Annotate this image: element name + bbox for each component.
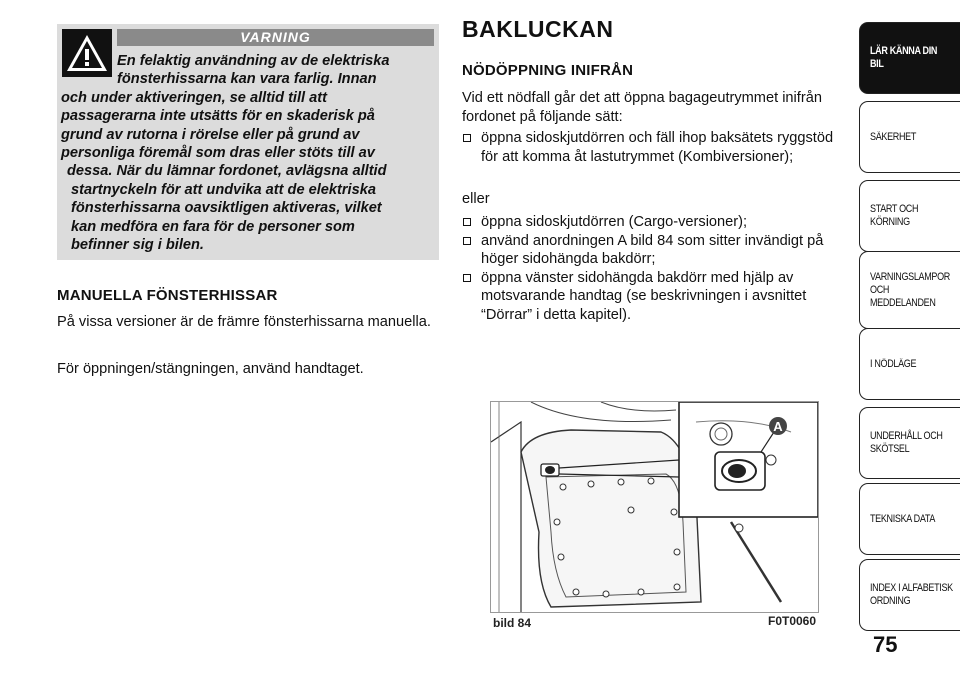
tab-varningslampor[interactable]: VARNINGSLAMPOR OCH MEDDELANDEN (859, 251, 960, 329)
warning-box (57, 24, 439, 260)
bullet-list (462, 213, 844, 324)
warning-text (61, 52, 431, 254)
warning-line: grund av rutorna i rörelse eller på grund av (61, 126, 360, 143)
warning-header: VARNING (117, 29, 434, 46)
warning-line: kan medföra en fara för de personer som (71, 218, 355, 235)
tab-start-och-korning[interactable]: START OCH KÖRNING (859, 180, 960, 252)
list-item: använd anordningen A bild 84 som sitter invändigt på höger sidohängda bakdörr; (462, 232, 844, 269)
door-illustration (491, 402, 818, 612)
paragraph: För öppningen/stängningen, använd handtaget. (57, 361, 364, 377)
paragraph: Vid ett nödfall går det att öppna bagageutrymmet inifrån fordonet på följande sätt: (462, 90, 822, 125)
figure-code: F0T0060 (768, 614, 817, 628)
section-heading-emergency-opening: NÖDÖPPNING INIFRÅN (462, 62, 634, 79)
list-item: öppna vänster sidohängda bakdörr med hjälp av motsvarande handtag (se beskrivningen i avsnittet “Dörrar” i detta kapitel). (462, 269, 844, 325)
tab-index[interactable]: INDEX I ALFABETISK ORDNING (859, 559, 960, 631)
warning-line: En felaktig användning av de elektriska (117, 53, 390, 69)
warning-line: dessa. När du lämnar fordonet, avlägsna alltid (67, 163, 387, 180)
checkbox-bullet-icon (463, 274, 471, 282)
tab-lar-kanna-din-bil[interactable]: LÄR KÄNNA DIN BIL (859, 22, 960, 94)
checkbox-bullet-icon (463, 218, 471, 226)
warning-line: personliga föremål som dras eller stöts till av (61, 145, 375, 162)
figure-caption: bild 84 (493, 616, 532, 630)
warning-line: passagerarna inte utsätts för en skaderisk på (61, 108, 375, 125)
callout-label: A (773, 419, 783, 434)
checkbox-bullet-icon (463, 237, 471, 245)
warning-line: fönsterhissarna oavsiktligen aktiveras, vilket (71, 200, 382, 217)
page-title: BAKLUCKAN (462, 16, 614, 42)
warning-line: och under aktiveringen, se alltid till att (61, 89, 327, 106)
tab-underhall-och-skotsel[interactable]: UNDERHÅLL OCH SKÖTSEL (859, 407, 960, 479)
tab-i-nodlage[interactable]: I NÖDLÄGE (859, 328, 960, 400)
warning-line: befinner sig i bilen. (71, 237, 204, 254)
section-heading-manual-windows: MANUELLA FÖNSTERHISSAR (57, 287, 278, 304)
tab-tekniska-data[interactable]: TEKNISKA DATA (859, 483, 960, 555)
list-item: öppna sidoskjutdörren och fäll ihop baksätets ryggstöd för att komma åt lastutrymmet (Kombiversioner); (462, 129, 844, 166)
bullet-list (462, 129, 844, 166)
figure-illustration (490, 401, 819, 613)
warning-line: startnyckeln för att undvika att de elektriska (71, 181, 376, 198)
page-number: 75 (873, 632, 898, 657)
list-item: öppna sidoskjutdörren (Cargo-versioner); (462, 213, 844, 232)
paragraph: eller (462, 191, 490, 207)
tab-sakerhet[interactable]: SÄKERHET (859, 101, 960, 173)
warning-line: fönsterhissarna kan vara farlig. Innan (117, 71, 377, 88)
checkbox-bullet-icon (463, 134, 471, 142)
paragraph: På vissa versioner är de främre fönsterhissarna manuella. (57, 314, 431, 330)
